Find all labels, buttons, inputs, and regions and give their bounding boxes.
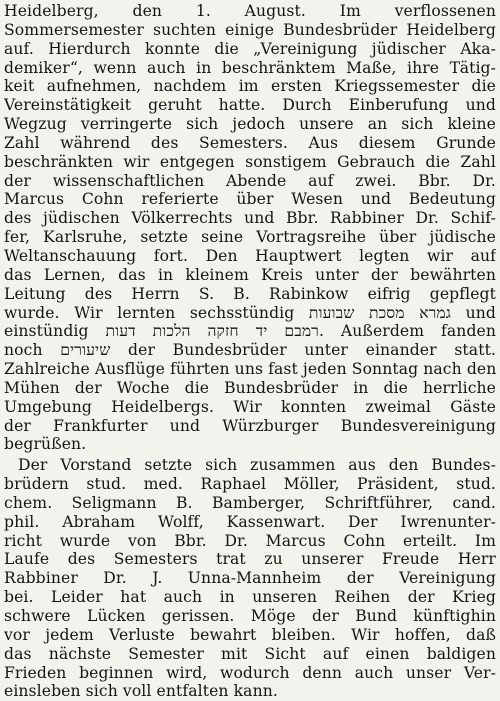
paragraph-2 (4, 456, 496, 701)
text-line: Zahlreiche Ausflüge führten uns fast jeden Sonntag nach den (4, 360, 496, 379)
text-line: richt wurde von Bbr. Dr. Marcus Cohn erteilt. Im (4, 531, 496, 550)
text-line: schwere Lücken gerissen. Möge der Bund künftighin (4, 607, 496, 625)
text-line: fer, Karlsruhe, setzte seine Vortragsreihe über jüdische (4, 228, 496, 247)
paragraph-1 (4, 2, 496, 454)
text-line: einsleben sich voll entfalten kann. (4, 682, 278, 701)
text-line: Vereinstätigkeit geruht hatte. Durch Einberufung und (4, 96, 496, 115)
text-line: Laufe des Semesters trat zu unserer Freude Herr (4, 550, 496, 569)
text-line: wurde. Wir lernten sechsstündig גמרא מסכת שבועות und (4, 303, 496, 322)
text-line: brüdern stud. med. Raphael Möller, Präsident, stud. (4, 475, 496, 494)
text-line: bei. Leider hat auch in unseren Reihen der Krieg (4, 588, 496, 607)
text-line: Marcus Cohn referierte über Wesen und Bedeutung (4, 190, 496, 209)
text-line: Der Vorstand setzte sich zusammen aus den Bundes- (18, 456, 496, 475)
text-line: chem. Seligmann B. Bamberger, Schriftführer, cand. (4, 493, 496, 512)
text-line: Umgebung Heidelbergs. Wir konnten zweimal Gäste (4, 397, 496, 416)
text-line: beschränkten wir entgegen sonstigem Gebrauch die Zahl (4, 152, 496, 171)
text-line: Heidelberg, den 1. August. Im verflossenen (4, 2, 496, 20)
text-line: Zahl während des Semesters. Aus diesem Grunde (4, 133, 496, 152)
text-line: Rabbiner Dr. J. Unna-Mannheim der Vereinigung (4, 569, 496, 588)
text-line: vor jedem Verluste bewahrt bleiben. Wir hoffen, daß (4, 625, 496, 644)
text-line: das Lernen, das in kleinem Kreis unter der bewährten (4, 265, 496, 284)
article-column (4, 2, 496, 701)
text-line: Weltanschauung fort. Den Hauptwert legten wir auf (4, 246, 496, 265)
text-line: keit aufnehmen, nachdem im ersten Kriegssemester die (4, 77, 496, 96)
text-line: Leitung des Herrn S. B. Rabinkow eifrig gepflegt (4, 284, 496, 303)
text-line: phil. Abraham Wolff, Kassenwart. Der Iwrenunter- (4, 512, 496, 531)
text-line: das nächste Semester mit Sicht auf einen baldigen (4, 644, 496, 663)
text-line: demiker“, wenn auch in beschränktem Maße, ihre Tätig- (4, 58, 496, 77)
text-line: begrüßen. (4, 435, 87, 454)
text-line: noch שיעורים der Bundesbrüder unter einander statt. (4, 341, 496, 360)
text-line: Sommersemester suchten einige Bundesbrüder Heidelberg (4, 20, 496, 39)
text-line: der Frankfurter und Würzburger Bundesvereinigung (4, 416, 496, 435)
text-line: einstündig רמבם יד חזקה הלכות דעות. Außerdem fanden (4, 322, 496, 341)
text-line: der wissenschaftlichen Abende auf zwei. Bbr. Dr. (4, 171, 496, 190)
text-line: Mühen der Woche die Bundesbrüder in die herrliche (4, 378, 496, 397)
text-line: auf. Hierdurch konnte die „Vereinigung jüdischer Aka- (4, 39, 496, 58)
text-line: Frieden beginnen wird, wodurch denn auch unser Ver- (4, 663, 496, 682)
text-line: des jüdischen Völkerrechts und Bbr. Rabbiner Dr. Schif- (4, 209, 496, 228)
text-line: Wegzug verringerte sich jedoch unsere an sich kleine (4, 115, 496, 134)
